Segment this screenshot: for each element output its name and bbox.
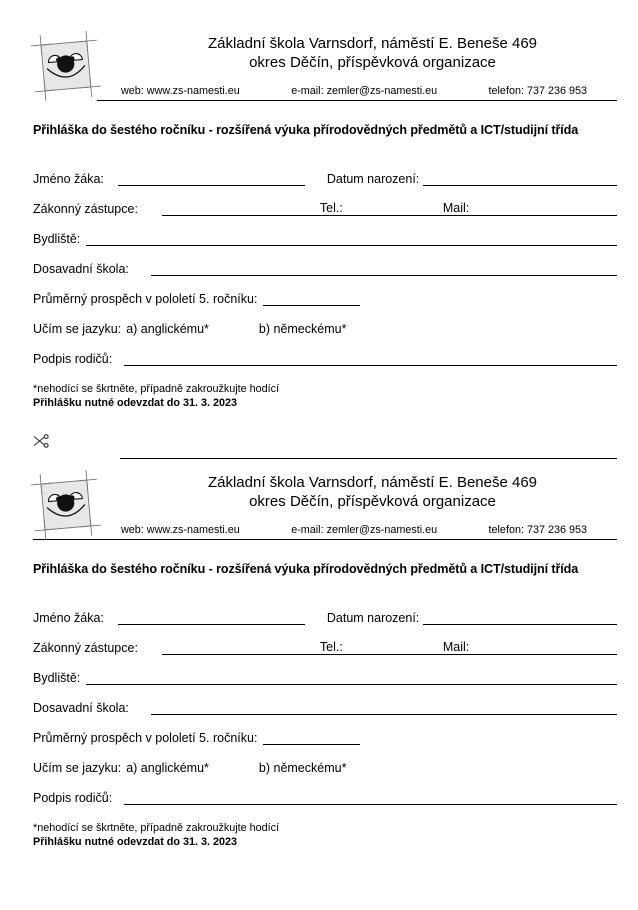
address-field[interactable] bbox=[86, 684, 617, 685]
signature-label: Podpis rodičů: bbox=[33, 791, 113, 805]
email-text: e-mail: zemler@zs-namesti.eu bbox=[291, 524, 438, 536]
previous-school-label: Dosavadní škola: bbox=[33, 701, 129, 715]
phone-text: telefon: 737 236 953 bbox=[488, 85, 587, 97]
school-logo-icon bbox=[31, 469, 101, 543]
birth-date-field[interactable] bbox=[423, 624, 617, 625]
form-title: Přihláška do šestého ročníku - rozšířená výuka přírodovědných předmětů a ICT/studijní třída bbox=[33, 562, 579, 576]
row-previous-school bbox=[33, 259, 617, 276]
row-signature bbox=[33, 788, 617, 805]
language-option-german[interactable]: b) německému* bbox=[258, 322, 347, 336]
contact-row bbox=[121, 524, 587, 536]
row-student-name bbox=[33, 608, 617, 625]
address-label: Bydliště: bbox=[33, 671, 81, 685]
average-grade-field[interactable] bbox=[263, 305, 360, 306]
language-option-english[interactable]: a) anglickému* bbox=[126, 322, 209, 336]
application-form-copy bbox=[0, 30, 638, 410]
application-form-copy bbox=[0, 469, 638, 849]
previous-school-label: Dosavadní škola: bbox=[33, 262, 129, 276]
row-address bbox=[33, 668, 617, 685]
student-name-field[interactable] bbox=[118, 624, 305, 625]
row-average-grade bbox=[33, 289, 617, 306]
website-text: web: www.zs-namesti.eu bbox=[121, 85, 240, 97]
scissors-icon bbox=[33, 434, 50, 448]
student-name-label: Jméno žáka: bbox=[33, 611, 104, 625]
mail-label: Mail: bbox=[442, 640, 470, 654]
contact-row bbox=[121, 85, 587, 97]
address-field[interactable] bbox=[86, 245, 617, 246]
row-average-grade bbox=[33, 728, 617, 745]
guardian-label: Zákonný zástupce: bbox=[33, 202, 138, 216]
average-grade-field[interactable] bbox=[263, 744, 360, 745]
form-copy-bottom bbox=[0, 459, 638, 849]
signature-field[interactable] bbox=[124, 365, 617, 366]
average-grade-label: Průměrný prospěch v pololetí 5. ročníku: bbox=[33, 731, 258, 745]
form-title: Přihláška do šestého ročníku - rozšířená výuka přírodovědných předmětů a ICT/studijní třída bbox=[33, 123, 579, 137]
row-previous-school bbox=[33, 698, 617, 715]
language-label: Učím se jazyku: bbox=[33, 761, 122, 775]
tel-label: Tel.: bbox=[319, 640, 343, 654]
letterhead-rule bbox=[97, 100, 617, 101]
language-label: Učím se jazyku: bbox=[33, 322, 122, 336]
letterhead bbox=[33, 30, 617, 101]
school-name-line2: okres Děčín, příspěvková organizace bbox=[249, 54, 496, 71]
school-name bbox=[33, 469, 617, 511]
cut-here-section bbox=[0, 410, 638, 459]
mail-label: Mail: bbox=[442, 201, 470, 215]
letterhead-rule bbox=[33, 539, 617, 540]
website-text: web: www.zs-namesti.eu bbox=[121, 524, 240, 536]
birth-date-label: Datum narození: bbox=[326, 172, 420, 186]
deadline-note: Přihlášku nutné odevzdat do 31. 3. 2023 bbox=[33, 396, 238, 409]
student-name-label: Jméno žáka: bbox=[33, 172, 104, 186]
signature-label: Podpis rodičů: bbox=[33, 352, 113, 366]
average-grade-label: Průměrný prospěch v pololetí 5. ročníku: bbox=[33, 292, 258, 306]
phone-text: telefon: 737 236 953 bbox=[488, 524, 587, 536]
email-text: e-mail: zemler@zs-namesti.eu bbox=[291, 85, 438, 97]
form-copy-top bbox=[0, 0, 638, 410]
address-label: Bydliště: bbox=[33, 232, 81, 246]
school-logo-icon bbox=[31, 30, 101, 104]
previous-school-field[interactable] bbox=[151, 714, 617, 715]
birth-date-field[interactable] bbox=[423, 185, 617, 186]
school-name-line1: Základní škola Varnsdorf, náměstí E. Beneše 469 bbox=[207, 474, 538, 491]
row-language bbox=[33, 758, 617, 775]
signature-field[interactable] bbox=[124, 804, 617, 805]
row-signature bbox=[33, 349, 617, 366]
guardian-tel-mail-field[interactable] bbox=[162, 640, 617, 655]
row-student-name bbox=[33, 169, 617, 186]
language-option-german[interactable]: b) německému* bbox=[258, 761, 347, 775]
school-name-line1: Základní škola Varnsdorf, náměstí E. Beneše 469 bbox=[207, 35, 538, 52]
previous-school-field[interactable] bbox=[151, 275, 617, 276]
tel-label: Tel.: bbox=[319, 201, 343, 215]
row-guardian bbox=[33, 199, 617, 216]
school-name bbox=[33, 30, 617, 72]
student-name-field[interactable] bbox=[118, 185, 305, 186]
row-language bbox=[33, 319, 617, 336]
row-address bbox=[33, 229, 617, 246]
birth-date-label: Datum narození: bbox=[326, 611, 420, 625]
strike-note: *nehodící se škrtněte, případně zakroužkujte hodící bbox=[33, 383, 280, 395]
school-name-line2: okres Děčín, příspěvková organizace bbox=[249, 493, 496, 510]
letterhead bbox=[33, 469, 617, 540]
guardian-label: Zákonný zástupce: bbox=[33, 641, 138, 655]
footnotes bbox=[33, 383, 617, 410]
guardian-tel-mail-field[interactable] bbox=[162, 201, 617, 216]
language-option-english[interactable]: a) anglickému* bbox=[126, 761, 209, 775]
strike-note: *nehodící se škrtněte, případně zakroužkujte hodící bbox=[33, 822, 280, 834]
footnotes bbox=[33, 822, 617, 849]
row-guardian bbox=[33, 638, 617, 655]
deadline-note: Přihlášku nutné odevzdat do 31. 3. 2023 bbox=[33, 835, 238, 848]
